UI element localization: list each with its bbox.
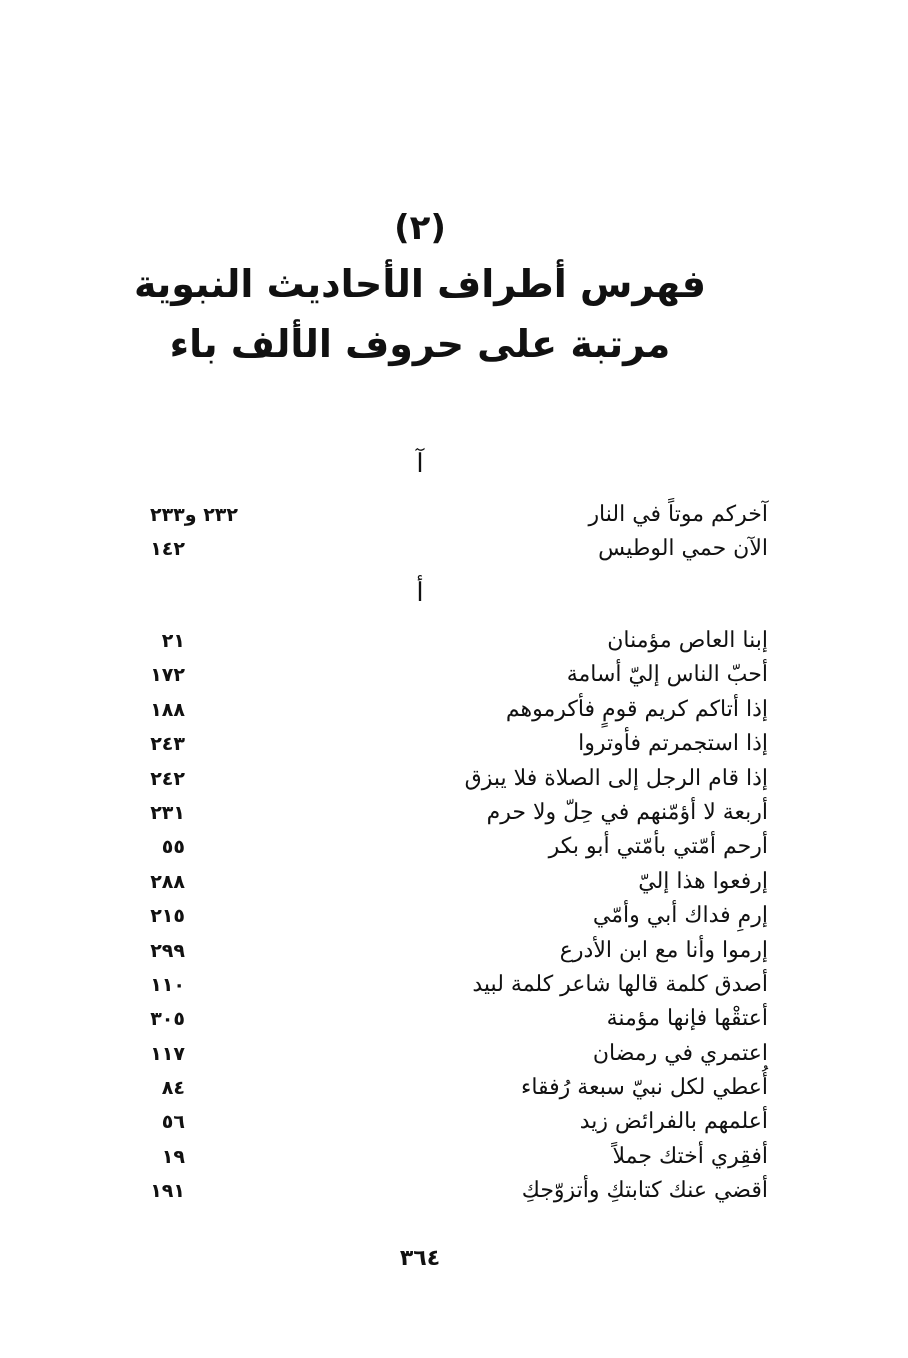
page-reference: ٥٥ — [161, 836, 185, 859]
index-title: فهرس أطراف الأحاديث النبوية — [133, 262, 707, 306]
index-entry — [0, 830, 908, 864]
page-reference: ٣٠٥ — [150, 1008, 185, 1031]
hadith-text: إرمِ فداك أبي وأمّي — [592, 903, 768, 929]
index-entry — [0, 934, 908, 968]
page-reference: ١٩ — [161, 1145, 185, 1168]
section-letter-alif-madda: آ — [416, 449, 424, 479]
index-entry — [0, 1037, 908, 1071]
page-reference: ١٧٢ — [150, 664, 185, 687]
section-entries-alif-madda — [0, 498, 908, 567]
hadith-text: أُعطي لكل نبيّ سبعة رُفقاء — [520, 1075, 768, 1101]
hadith-text: إذا أتاكم كريم قومٍ فأكرموهم — [505, 696, 768, 722]
index-entry — [0, 498, 908, 532]
hadith-text: إرفعوا هذا إليّ — [638, 868, 768, 894]
index-entry — [0, 1174, 908, 1208]
hadith-text: إذا استجمرتم فأوتروا — [578, 731, 768, 757]
index-entry — [0, 624, 908, 658]
hadith-text: أصدق كلمة قالها شاعر كلمة لبيد — [472, 971, 768, 997]
hadith-text: أحبّ الناس إليّ أسامة — [566, 662, 768, 688]
page-reference: ٢٤٣ — [150, 733, 185, 756]
page-reference: ١٨٨ — [150, 698, 185, 721]
hadith-text: إذا قام الرجل إلى الصلاة فلا يبزق — [464, 765, 768, 791]
index-entry — [0, 968, 908, 1002]
chapter-number: (٢) — [394, 208, 446, 248]
hadith-text: أعتقْها فإنها مؤمنة — [606, 1006, 768, 1032]
index-entry — [0, 727, 908, 761]
page-reference: ٢٣٢ و٢٣٣ — [149, 504, 238, 526]
page-reference: ٢٤٢ — [150, 767, 185, 790]
page-reference: ١٤٢ — [150, 538, 185, 561]
index-entry — [0, 1002, 908, 1036]
hadith-text: آخركم موتاً في النار — [588, 502, 768, 527]
page-reference: ٨٤ — [161, 1077, 185, 1100]
hadith-text: إرموا وأنا مع ابن الأدرع — [559, 937, 768, 963]
page-reference: ٥٦ — [161, 1111, 185, 1134]
hadith-text: أفقِري أختك جملاً — [612, 1143, 768, 1169]
page-reference: ١١٧ — [150, 1042, 185, 1065]
section-letter-alif: أ — [416, 578, 424, 608]
section-entries-alif — [0, 624, 908, 1209]
index-entry — [0, 1140, 908, 1174]
hadith-text: أعلمهم بالفرائض زيد — [579, 1109, 768, 1135]
hadith-text: إبنا العاص مؤمنان — [607, 628, 768, 653]
page-reference: ٢١٥ — [150, 905, 185, 928]
hadith-text: أرحم أمّتي بأمّتي أبو بكر — [548, 834, 768, 860]
index-entry — [0, 693, 908, 727]
index-entry — [0, 796, 908, 830]
index-entry — [0, 532, 908, 566]
hadith-text: أقضي عنك كتابتكِ وأتزوّجكِ — [521, 1178, 768, 1204]
page-reference: ٢٨٨ — [150, 870, 185, 893]
index-entry — [0, 899, 908, 933]
page-reference: ٢٩٩ — [150, 939, 185, 962]
page-reference: ١٩١ — [150, 1180, 185, 1203]
page-reference: ٢١ — [161, 630, 185, 652]
hadith-text: اعتمري في رمضان — [592, 1040, 768, 1066]
page-number: ٣٦٤ — [399, 1246, 441, 1271]
page-reference: ١١٠ — [150, 973, 185, 996]
hadith-text: الآن حمي الوطيس — [598, 536, 768, 562]
hadith-text: أربعة لا أؤمّنهم في حِلّ ولا حرم — [486, 799, 768, 825]
index-entry — [0, 1105, 908, 1139]
index-entry — [0, 1071, 908, 1105]
page-reference: ٢٣١ — [150, 801, 185, 824]
index-subtitle: مرتبة على حروف الألف باء — [169, 322, 671, 366]
index-entry — [0, 658, 908, 692]
index-entry — [0, 762, 908, 796]
index-entry — [0, 865, 908, 899]
